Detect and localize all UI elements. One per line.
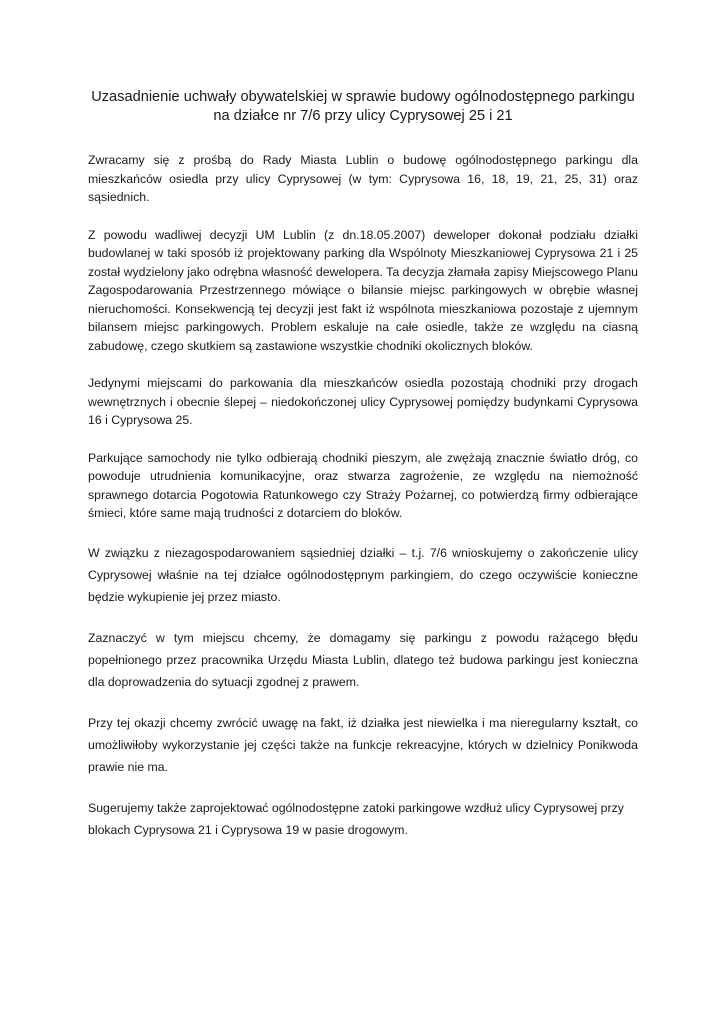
document-title <box>88 88 638 126</box>
paragraph-faulty-decision: Z powodu wadliwej decyzji UM Lublin (z dn.18.05.2007) deweloper dokonał podziału działki budowlanej w taki sposób iż projektowany parking dla Wspólnoty Mieszkaniowej Cyprysowa 21 i 25 został wydzielony jako odrębna własność dewelopera. Ta decyzja złamała zapisy Miejscowego Planu Zagospodarowania Przestrzennego mówiące o bilansie miejsc parkingowych w obrębie własnej nieruchomości. Konsekwencją tej decyzji jest fakt iż wspólnota mieszkaniowa pozostaje z ujemnym bilansem miejsc parkingowych. Problem eskaluje na całe osiedle, także ze względu na ciasną zabudowę, czego skutkiem są zastawione wszystkie chodniki okolicznych bloków. <box>88 227 638 353</box>
title-line-1: Uzasadnienie uchwały obywatelskiej w sprawie budowy ogólnodostępnego parkingu <box>91 89 635 105</box>
title-line-2: na działce nr 7/6 przy ulicy Cyprysowej 25 i 21 <box>213 108 513 124</box>
paragraph-traffic-hazard: Parkujące samochody nie tylko odbierają chodniki pieszym, ale zwężają znacznie światło dróg, co powoduje utrudnienia komunikacyjne, oraz stwarza zagrożenie, ze względu na niemożność sprawnego dotarcia Pogotowia Ratunkowego czy Straży Pożarnej, co potwierdzą firmy odbierające śmieci, które same mają trudności z dotarciem do bloków. <box>88 450 638 520</box>
paragraph-official-error: Zaznaczyć w tym miejscu chcemy, że domagamy się parkingu z powodu rażącego błędu popełnionego przez pracownika Urzędu Miasta Lublin, dlatego też budowa parkingu jest konieczna dla doprowadzenia do sytuacji zgodnej z prawem. <box>88 630 638 689</box>
paragraph-parking-places: Jedynymi miejscami do parkowania dla mieszkańców osiedla pozostają chodniki przy drogach wewnętrznych i obecnie ślepej – niedokończonej ulicy Cyprysowej pomiędzy budynkami Cyprysowa 16 i Cyprysowa 25. <box>88 376 638 427</box>
paragraph-parking-bays: Sugerujemy także zaprojektować ogólnodostępne zatoki parkingowe wzdłuż ulicy Cyprysowej przy blokach Cyprysowa 21 i Cyprysowa 19 w pasie drogowym. <box>88 800 624 837</box>
paragraph-request: Zwracamy się z prośbą do Rady Miasta Lublin o budowę ogólnodostępnego parkingu dla mieszkańców osiedla przy ulicy Cyprysowej (w tym: Cyprysowa 16, 18, 19, 21, 25, 31) oraz sąsiednich. <box>88 153 638 204</box>
paragraph-recreation: Przy tej okazji chcemy zwrócić uwagę na fakt, iż działka jest niewielka i ma nieregularny kształt, co umożliwiłoby wykorzystanie jej części także na funkcje rekreacyjne, których w dzielnicy Ponikwoda prawie nie ma. <box>88 715 638 774</box>
paragraph-plot-proposal: W związku z niezagospodarowaniem sąsiedniej działki – t.j. 7/6 wnioskujemy o zakończenie ulicy Cyprysowej właśnie na tej działce ogólnodostępnym parkingiem, do czego oczywiście konieczne będzie wykupienie jej przez miasto. <box>88 545 638 604</box>
document-page <box>88 88 638 860</box>
